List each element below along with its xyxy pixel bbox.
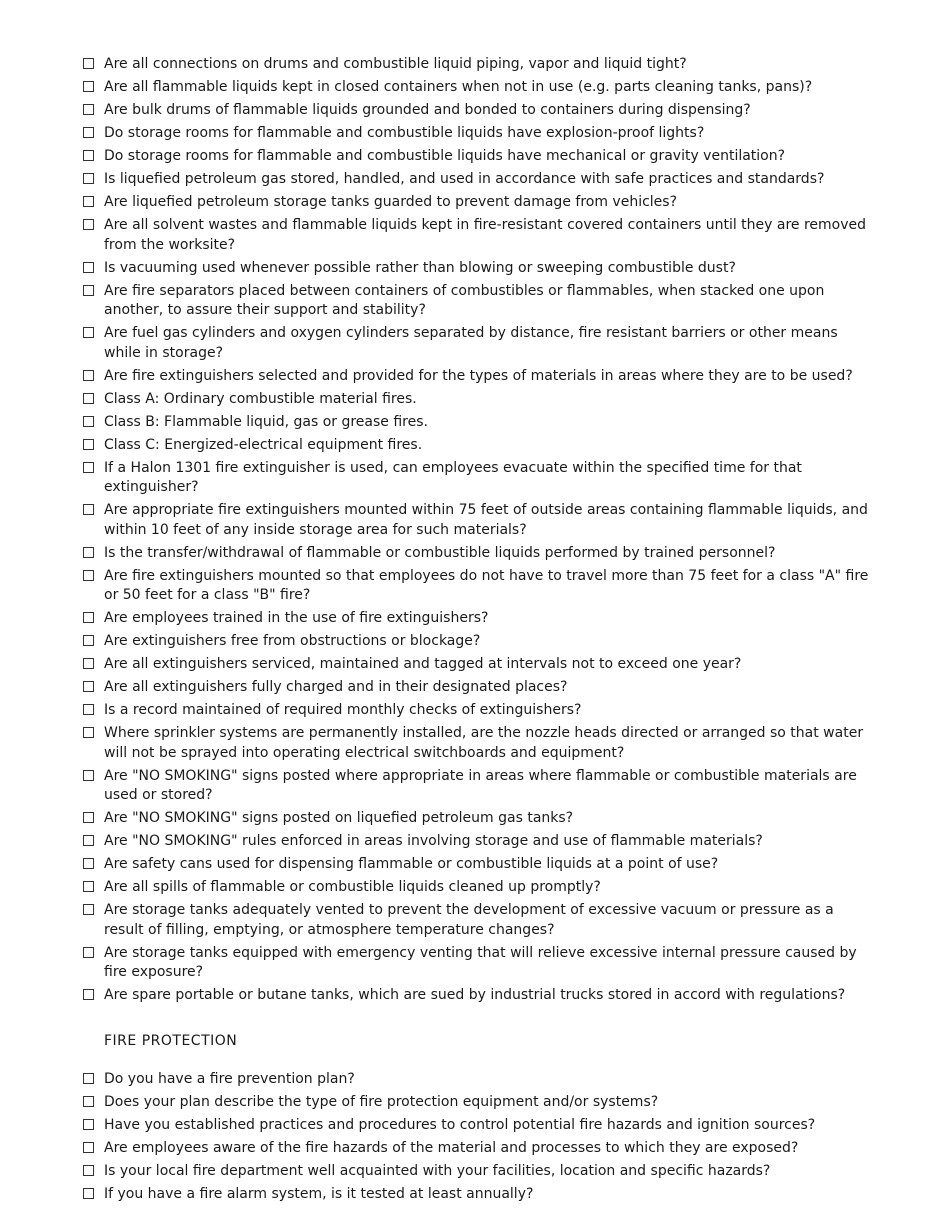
checklist-item-text: Are fire extinguishers selected and provided for the types of materials in areas where they are to be used?	[104, 367, 853, 384]
checklist-item	[0, 609, 950, 629]
checkbox[interactable]	[83, 504, 94, 515]
checkbox[interactable]	[83, 173, 94, 184]
checklist-item-text: Does your plan describe the type of fire protection equipment and/or systems?	[104, 1094, 659, 1110]
checklist-item-text: Class A: Ordinary combustible material fires.	[104, 390, 417, 407]
checklist-item-text: Are "NO SMOKING" signs posted where appropriate in areas where flammable or combustible materials are used or stored?	[104, 767, 857, 803]
checkbox[interactable]	[83, 1073, 94, 1084]
checklist-item	[0, 193, 950, 213]
checklist-item	[0, 632, 950, 652]
checklist-item	[0, 390, 950, 410]
checkbox[interactable]	[83, 1142, 94, 1153]
checklist-item-text: Are all extinguishers fully charged and in their designated places?	[104, 679, 568, 695]
checklist-item	[0, 459, 950, 498]
checklist-item	[0, 544, 950, 564]
checklist-item	[0, 259, 950, 279]
checklist-item-text: Are fire extinguishers mounted so that employees do not have to travel more than 75 feet for a class "A" fire or 50 feet for a class "B" fire?	[104, 567, 869, 603]
checklist-item	[0, 436, 950, 456]
checklist-item-text: Do you have a fire prevention plan?	[104, 1071, 355, 1087]
checkbox[interactable]	[83, 439, 94, 450]
checkbox[interactable]	[83, 1119, 94, 1130]
checklist-item-text: Is liquefied petroleum gas stored, handled, and used in accordance with safe practices and standards?	[104, 171, 825, 187]
checklist-item-text: Are safety cans used for dispensing flammable or combustible liquids at a point of use?	[104, 856, 719, 872]
checkbox[interactable]	[83, 612, 94, 623]
checkbox[interactable]	[83, 727, 94, 738]
checklist-item-text: Class B: Flammable liquid, gas or grease fires.	[104, 413, 428, 430]
checkbox[interactable]	[83, 881, 94, 892]
checklist-item-text: Is vacuuming used whenever possible rather than blowing or sweeping combustible dust?	[104, 259, 736, 276]
checklist-item	[0, 1116, 950, 1136]
checklist-item	[0, 124, 950, 144]
checklist-item-text: Class C: Energized-electrical equipment fires.	[104, 436, 423, 453]
checkbox[interactable]	[83, 370, 94, 381]
checkbox[interactable]	[83, 462, 94, 473]
checkbox[interactable]	[83, 812, 94, 823]
checklist-item-text: Are all flammable liquids kept in closed containers when not in use (e.g. parts cleaning tanks, pans)?	[104, 79, 813, 95]
section-heading-fire-protection: FIRE PROTECTION	[104, 1032, 238, 1049]
checkbox[interactable]	[83, 1096, 94, 1107]
checklist-item-text: Are liquefied petroleum storage tanks guarded to prevent damage from vehicles?	[104, 194, 678, 210]
checklist-item	[0, 55, 950, 75]
checkbox[interactable]	[83, 127, 94, 138]
checkbox[interactable]	[83, 635, 94, 646]
checkbox[interactable]	[83, 393, 94, 404]
checklist-page	[0, 55, 950, 1208]
checklist-item-text: Do storage rooms for flammable and combustible liquids have explosion-proof lights?	[104, 125, 705, 141]
checklist-item-text: If a Halon 1301 fire extinguisher is used, can employees evacuate within the specified time for that extinguisher?	[104, 459, 802, 495]
checklist-item	[0, 701, 950, 721]
checklist-item	[0, 367, 950, 387]
checkbox[interactable]	[83, 547, 94, 558]
checklist-item-text: Are fuel gas cylinders and oxygen cylinders separated by distance, fire resistant barriers or other means while in storage?	[104, 325, 838, 361]
checkbox[interactable]	[83, 196, 94, 207]
checklist-item	[0, 1185, 950, 1205]
checklist-item-text: Is a record maintained of required monthly checks of extinguishers?	[104, 702, 582, 718]
checklist-item-text: Are "NO SMOKING" rules enforced in areas involving storage and use of flammable materials?	[104, 833, 763, 849]
checkbox[interactable]	[83, 989, 94, 1000]
checklist-item	[0, 855, 950, 875]
checklist-item	[0, 878, 950, 898]
checkbox[interactable]	[83, 681, 94, 692]
checklist-item	[0, 282, 950, 321]
checkbox[interactable]	[83, 262, 94, 273]
checklist-item-text: If you have a fire alarm system, is it tested at least annually?	[104, 1186, 534, 1202]
checklist-item	[0, 1162, 950, 1182]
checkbox[interactable]	[83, 285, 94, 296]
checkbox[interactable]	[83, 58, 94, 69]
checkbox[interactable]	[83, 947, 94, 958]
checklist-item	[0, 724, 950, 763]
checkbox[interactable]	[83, 219, 94, 230]
checklist-item	[0, 170, 950, 190]
checklist-item	[0, 901, 950, 940]
checkbox[interactable]	[83, 1165, 94, 1176]
checklist-item	[0, 1139, 950, 1159]
checklist-item	[0, 986, 950, 1006]
checklist-item-text: Are all solvent wastes and flammable liquids kept in fire-resistant covered containers until they are removed from the worksite?	[104, 217, 867, 253]
checklist-item-text: Are spare portable or butane tanks, which are sued by industrial trucks stored in accord with regulations?	[104, 987, 846, 1003]
checkbox[interactable]	[83, 704, 94, 715]
checkbox[interactable]	[83, 904, 94, 915]
checklist-item	[0, 324, 950, 363]
checkbox[interactable]	[83, 770, 94, 781]
checklist-item	[0, 809, 950, 829]
checklist-item	[0, 567, 950, 606]
checklist-item	[0, 78, 950, 98]
flammable-liquids-checklist	[0, 55, 950, 1006]
checklist-item	[0, 832, 950, 852]
checklist-item	[0, 216, 950, 255]
checklist-item-text: Are all extinguishers serviced, maintained and tagged at intervals not to exceed one year?	[104, 656, 742, 672]
checklist-item	[0, 944, 950, 983]
checklist-item	[0, 655, 950, 675]
checklist-item-text: Is the transfer/withdrawal of flammable or combustible liquids performed by trained personnel?	[104, 544, 776, 561]
checklist-item-text: Do storage rooms for flammable and combustible liquids have mechanical or gravity ventilation?	[104, 148, 786, 164]
checklist-item	[0, 147, 950, 167]
fire-protection-checklist	[0, 1070, 950, 1205]
checkbox[interactable]	[83, 327, 94, 338]
checkbox[interactable]	[83, 570, 94, 581]
checklist-item-text: Where sprinkler systems are permanently installed, are the nozzle heads directed or arranged so that water will not be sprayed into operating electrical switchboards and equipment?	[104, 725, 864, 761]
checklist-item	[0, 101, 950, 121]
checklist-item-text: Are storage tanks equipped with emergency venting that will relieve excessive internal pressure caused by fire exposure?	[104, 944, 857, 980]
checklist-item	[0, 501, 950, 540]
checklist-item-text: Are all connections on drums and combustible liquid piping, vapor and liquid tight?	[104, 56, 687, 72]
checklist-item-text: Are extinguishers free from obstructions or blockage?	[104, 633, 481, 649]
checklist-item-text: Are bulk drums of flammable liquids grounded and bonded to containers during dispensing?	[104, 102, 751, 118]
checklist-item-text: Are appropriate fire extinguishers mounted within 75 feet of outside areas containing flammable liquids, and within 10 feet of any inside storage area for such materials?	[104, 502, 868, 538]
checkbox[interactable]	[83, 1188, 94, 1199]
checkbox[interactable]	[83, 150, 94, 161]
checklist-item-text: Have you established practices and procedures to control potential fire hazards and ignition sources?	[104, 1117, 816, 1133]
checklist-item-text: Are "NO SMOKING" signs posted on liquefied petroleum gas tanks?	[104, 810, 574, 826]
checklist-item	[0, 767, 950, 806]
checkbox[interactable]	[83, 858, 94, 869]
checklist-item-text: Is your local fire department well acquainted with your facilities, location and specific hazards?	[104, 1163, 771, 1179]
checklist-item	[0, 678, 950, 698]
checkbox[interactable]	[83, 835, 94, 846]
checklist-item	[0, 1093, 950, 1113]
checkbox[interactable]	[83, 104, 94, 115]
checkbox[interactable]	[83, 658, 94, 669]
checkbox[interactable]	[83, 81, 94, 92]
checklist-item-text: Are fire separators placed between containers of combustibles or flammables, when stacked one upon another, to assure their support and stability?	[104, 282, 825, 318]
checkbox[interactable]	[83, 416, 94, 427]
checklist-item	[0, 413, 950, 433]
checklist-item-text: Are storage tanks adequately vented to prevent the development of excessive vacuum or pressure as a result of filling, emptying, or atmosphere temperature changes?	[104, 902, 834, 938]
checklist-item-text: Are all spills of flammable or combustible liquids cleaned up promptly?	[104, 879, 601, 895]
checklist-item	[0, 1070, 950, 1090]
checklist-item-text: Are employees trained in the use of fire extinguishers?	[104, 610, 489, 626]
checklist-item-text: Are employees aware of the fire hazards of the material and processes to which they are exposed?	[104, 1140, 799, 1156]
